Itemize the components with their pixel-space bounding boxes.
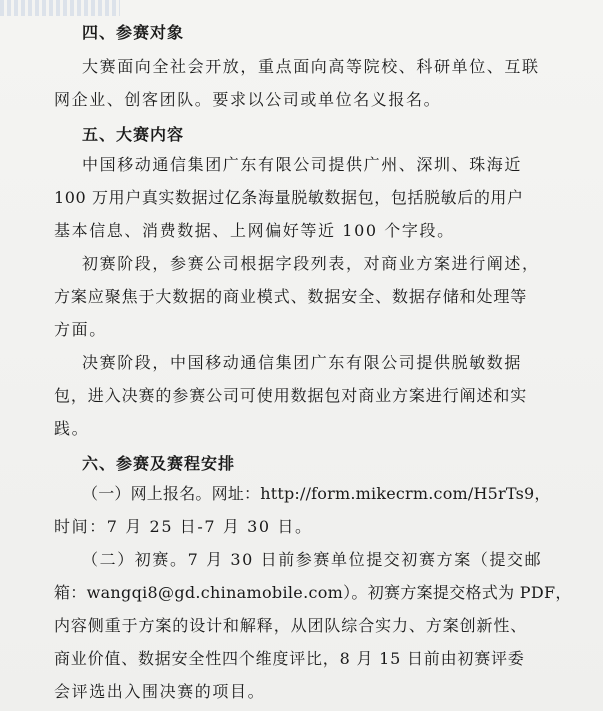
- text-line: 初赛阶段，参赛公司根据字段列表，对商业方案进行阐述，: [82, 254, 540, 273]
- text-line: 100 万用户真实数据过亿条海量脱敏数据包，包括脱敏后的用户: [54, 188, 524, 207]
- section-heading: 六、参赛及赛程安排: [82, 454, 236, 473]
- section-heading: 四、参赛对象: [82, 23, 185, 42]
- text-line: 商业价值、数据安全性四个维度评比，8 月 15 日前由初赛评委: [54, 649, 525, 668]
- text-line: 践。: [54, 419, 90, 438]
- text-line: 决赛阶段，中国移动通信集团广东有限公司提供脱敏数据: [82, 353, 523, 372]
- text-line: 网企业、创客团队。要求以公司或单位名义报名。: [54, 90, 442, 109]
- text-line: 箱：wangqi8@gd.chinamobile.com）。初赛方案提交格式为 PDF，: [54, 583, 572, 602]
- text-line: 会评选出入围决赛的项目。: [54, 682, 266, 701]
- text-line: （二）初赛。7 月 30 日前参赛单位提交初赛方案（提交邮: [82, 550, 543, 569]
- scan-edge-mark: [0, 0, 120, 16]
- text-line: 大赛面向全社会开放，重点面向高等院校、科研单位、互联: [82, 57, 540, 76]
- text-line: 方面。: [54, 320, 107, 339]
- text-line: 方案应聚焦于大数据的商业模式、数据安全、数据存储和处理等: [54, 287, 528, 306]
- text-line: 基本信息、消费数据、上网偏好等近 100 个字段。: [54, 221, 455, 240]
- text-line: （一）网上报名。网址：http://form.mikecrm.com/H5rTs9，: [82, 484, 551, 503]
- text-line: 内容侧重于方案的设计和解释，从团队综合实力、方案创新性、: [54, 616, 528, 635]
- section-heading: 五、大赛内容: [82, 125, 185, 144]
- text-line: 时间：7 月 25 日-7 月 30 日。: [54, 517, 313, 536]
- text-line: 包，进入决赛的参赛公司可使用数据包对商业方案进行阐述和实: [54, 386, 528, 405]
- text-line: 中国移动通信集团广东有限公司提供广州、深圳、珠海近: [82, 155, 523, 174]
